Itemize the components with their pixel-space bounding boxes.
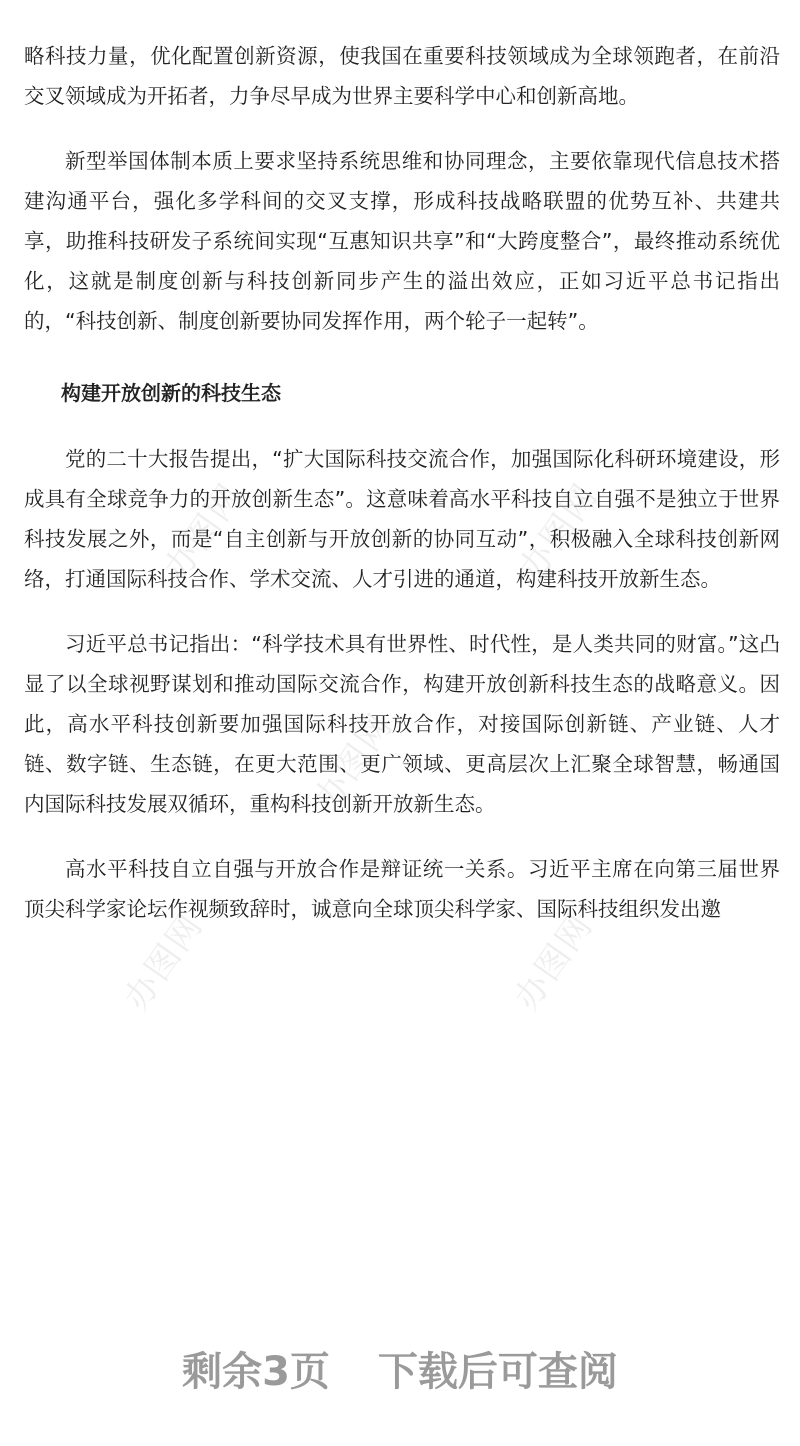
paragraph: 高水平科技自立自强与开放合作是辩证统一关系。习近平主席在向第三届世界顶尖科学家论坛作视频致辞时，诚意向全球顶尖科学家、国际科技组织发出邀 [24,857,780,921]
paragraph: 习近平总书记指出：“科学技术具有世界性、时代性，是人类共同的财富。”这凸显了以全球视野谋划和推动国际交流合作，构建开放创新科技生态的战略意义。因此，高水平科技创新要加强国际科技开放合作，对接国际创新链、产业链、人才链、数字链、生态链，在更大范围、更广领域、更高层次上汇聚全球智慧，畅通国内国际科技发展双循环，重构科技创新开放新生态。 [24,632,780,816]
watermark: 办图网 [511,476,607,588]
download-to-view-label: 下载后可查阅 [377,1349,618,1395]
download-prompt[interactable] [0,1340,800,1397]
paragraph: 新型举国体制本质上要求坚持系统思维和协同理念，主要依靠现代信息技术搭建沟通平台，强化多学科间的交叉支撑，形成科技战略联盟的优势互补、共建共享，助推科技研发子系统间实现“互惠知识共享”和“大跨度整合”，最终推动系统优化，这就是制度创新与科技创新同步产生的溢出效应，正如习近平总书记指出的，“科技创新、制度创新要协同发挥作用，两个轮子一起转”。 [24,149,780,333]
paragraph: 党的二十大报告提出，“扩大国际科技交流合作，加强国际化科研环境建设，形成具有全球竞争力的开放创新生态”。这意味着高水平科技自立自强不是独立于世界科技发展之外，而是“自主创新与开放创新的协同互动”，积极融入全球科技创新网络，打通国际科技合作、学术交流、人才引进的通道，构建科技开放新生态。 [24,447,780,591]
watermark: 办图网 [306,706,402,818]
watermark: 办图网 [156,476,252,588]
article-body [24,36,780,929]
watermark: 办图网 [116,906,212,1018]
paragraph-continued: 略科技力量，优化配置创新资源，使我国在重要科技领域成为全球领跑者，在前沿交叉领域成为开拓者，力争尽早成为世界主要科学中心和创新高地。 [24,44,780,108]
remaining-pages-label: 剩余3页 [182,1349,330,1395]
section-heading: 构建开放创新的科技生态 [61,381,281,405]
watermark: 办图网 [506,906,602,1018]
